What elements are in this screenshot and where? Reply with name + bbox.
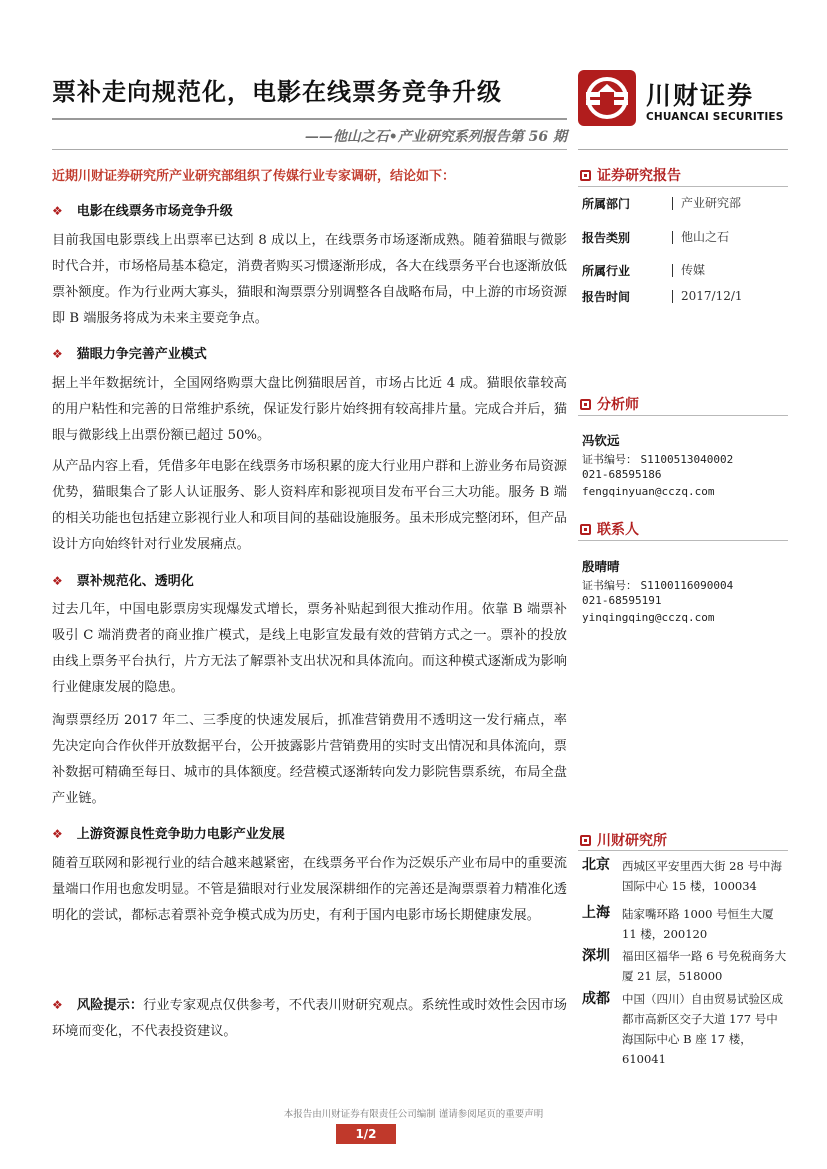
info-row-industry: 所属行业 传媒 (582, 263, 706, 278)
contact-heading: 联系人 (580, 519, 639, 539)
risk-warning (52, 992, 567, 1045)
square-bullet-icon (580, 399, 591, 410)
contact-cert: 证书编号： S1100116090004 (582, 579, 734, 592)
section-heading-maoyan: ❖ 猫眼力争完善产业模式 (52, 347, 207, 362)
info-row-department: 所属部门 产业研究部 (582, 196, 742, 211)
risk-text: 行业专家观点仅供参考，不代表川财研究观点。系统性或时效性会因市场环境而变化，不代表投资建议。 (52, 998, 567, 1039)
logo-english-name: CHUANCAI SECURITIES (646, 111, 784, 123)
brand-logo (578, 70, 788, 126)
diamond-bullet-icon: ❖ (52, 204, 63, 218)
report-type-heading: 证券研究报告 (580, 165, 681, 185)
footer-disclaimer: 本报告由川财证券有限责任公司编制 谨请参阅尾页的重要声明 (283, 1109, 544, 1120)
risk-label: 风险提示： (76, 998, 144, 1013)
page-title: 票补走向规范化，电影在线票务竞争升级 (52, 77, 502, 106)
contact-name: 殷晴晴 (582, 559, 620, 574)
diamond-bullet-icon: ❖ (52, 827, 63, 841)
intro-statement: 近期川财证券研究所产业研究部组织了传媒行业专家调研，结论如下： (52, 169, 456, 184)
office-address-chengdu: 中国（四川）自由贸易试验区成都市高新区交子大道 177 号中海国际中心 B 座 17 楼，610041 (622, 992, 783, 1066)
paragraph-upstream: 随着互联网和影视行业的结合越来越紧密，在线票务平台作为泛娱乐产业布局中的重要流量端口作用也愈发明显。不管是猫眼对行业发展深耕细作的完善还是淘票票着力精准化透明化的尝试，都标志着票补竞争模式成为历史，有利于国内电影市场长期健康发展。 (52, 856, 567, 923)
diamond-bullet-icon: ❖ (52, 998, 63, 1012)
office-city-shanghai: 上海 (582, 905, 610, 921)
report-series-subtitle: ——他山之石•产业研究系列报告第 56 期 (304, 129, 567, 145)
office-city-shenzhen: 深圳 (582, 948, 610, 964)
sidebar-divider (578, 415, 788, 416)
sidebar-divider (578, 850, 788, 851)
institute-heading: 川财研究所 (580, 830, 667, 850)
chuancai-logo-icon (578, 70, 636, 126)
header-divider (52, 118, 567, 120)
office-address-shenzhen: 福田区福华一路 6 号免税商务大厦 21 层，518000 (622, 949, 787, 983)
section-heading-subsidy: ❖ 票补规范化、透明化 (52, 574, 194, 589)
logo-chinese-name: 川财证券 (646, 81, 755, 110)
sidebar-top-divider (578, 149, 788, 150)
office-city-chengdu: 成都 (582, 991, 610, 1007)
square-bullet-icon (580, 170, 591, 181)
square-bullet-icon (580, 835, 591, 846)
paragraph-taopiaopiao: 淘票票经历 2017 年二、三季度的快速发展后，抓准营销费用不透明这一发行痛点，率先决定向合作伙伴开放数据平台，公开披露影片营销费用的实时支出情况和具体流向，票补数据可精确至每日、城市的具体额度。经营模式逐渐转向发力影院售票系统，布局全盘产业链。 (52, 713, 567, 806)
analyst-cert: 证书编号： S1100513040002 (582, 453, 734, 466)
office-address-shanghai: 陆家嘴环路 1000 号恒生大厦 11 楼，200120 (622, 907, 774, 941)
section-heading-upstream: ❖ 上游资源良性竞争助力电影产业发展 (52, 827, 285, 842)
paragraph-maoyan-product: 从产品内容上看，凭借多年电影在线票务市场积累的庞大行业用户群和上游业务布局资源优势，猫眼集合了影人认证服务、影人资料库和影视项目发布平台三大功能。服务 B 端的相关功能也包括建立影视行业人和项目间的基础设施服务。虽未形成完整闭环，但产品设计方向始终针对行业发展痛点。 (52, 459, 567, 552)
section-heading-market: ❖ 电影在线票务市场竞争升级 (52, 204, 233, 219)
diamond-bullet-icon: ❖ (52, 574, 63, 588)
paragraph-market: 目前我国电影票线上出票率已达到 8 成以上，在线票务市场逐渐成熟。随着猫眼与微影时代合并，市场格局基本稳定，消费者购买习惯逐渐形成，各大在线票务平台也逐渐放低票补额度。作为行业两大寡头，猫眼和淘票票分别调整各自战略布局，中上游的市场资源即 B 端服务将成为未来主要竞争点。 (52, 233, 567, 326)
contact-email[interactable]: yinqingqing@cczq.com (582, 611, 715, 624)
analyst-name: 冯钦远 (582, 433, 620, 448)
paragraph-maoyan-share: 据上半年数据统计，全国网络购票大盘比例猫眼居首，市场占比近 4 成。猫眼依靠较高的用户粘性和完善的日常维护系统，保证发行影片始终拥有较高排片量。完成合并后，猫眼与微影线上出票份额已超过 50%。 (52, 376, 567, 443)
analyst-email[interactable]: fengqinyuan@cczq.com (582, 485, 715, 498)
header-divider-bottom (52, 149, 567, 150)
office-city-beijing: 北京 (582, 857, 610, 873)
info-row-date: 报告时间 2017/12/1 (582, 289, 743, 304)
page-number: 1/2 (336, 1124, 396, 1144)
sidebar-divider (578, 186, 788, 187)
info-row-category: 报告类别 他山之石 (582, 230, 730, 245)
paragraph-subsidy-history: 过去几年，中国电影票房实现爆发式增长，票务补贴起到很大推动作用。依靠 B 端票补吸引 C 端消费者的商业推广模式，是线上电影宣发最有效的营销方式之一。票补的投放由线上票务平台执行，片方无法了解票补支出状况和具体流向。而这种模式逐渐成为影响行业健康发展的隐患。 (52, 602, 567, 695)
analyst-phone: 021-68595186 (582, 468, 662, 481)
analyst-heading: 分析师 (580, 394, 639, 414)
sidebar-divider (578, 540, 788, 541)
office-address-beijing: 西城区平安里西大街 28 号中海国际中心 15 楼，100034 (622, 859, 782, 893)
diamond-bullet-icon: ❖ (52, 347, 63, 361)
square-bullet-icon (580, 524, 591, 535)
contact-phone: 021-68595191 (582, 594, 662, 607)
